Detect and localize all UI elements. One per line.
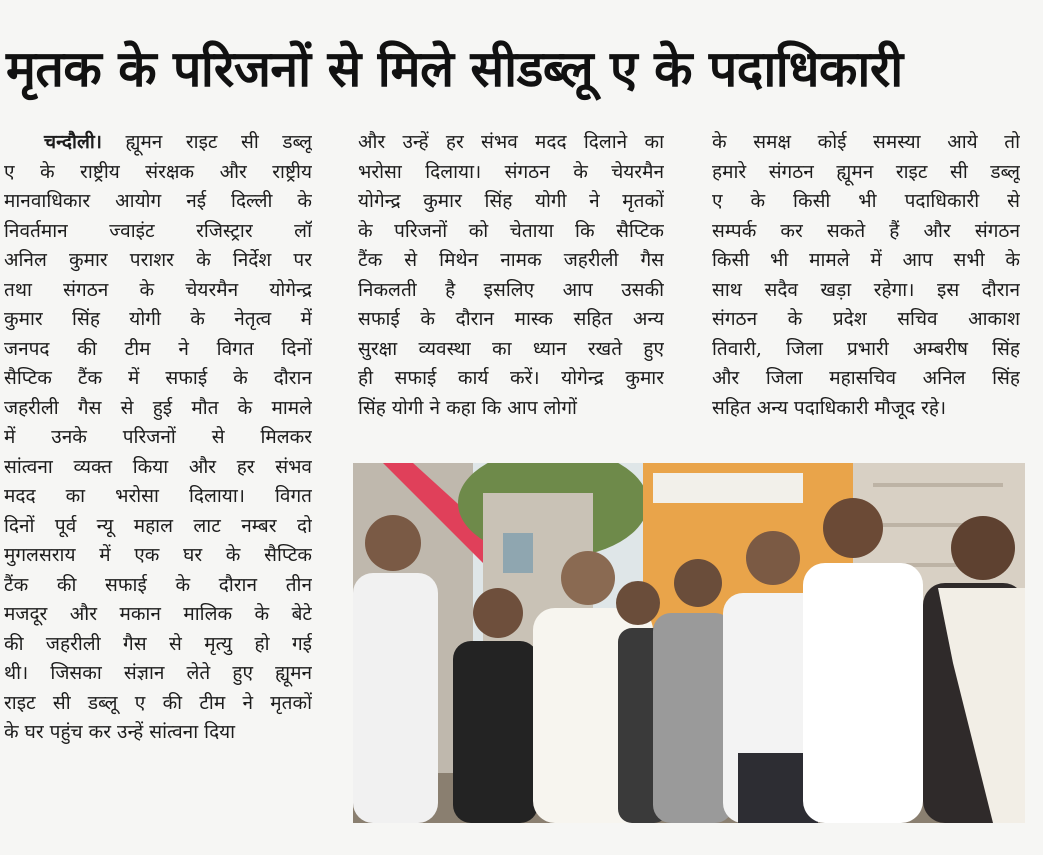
article-line: संगठन के प्रदेश सचिव आकाश (712, 308, 1020, 330)
article-line: की जहरीली गैस से मृत्यु हो गई (4, 632, 312, 655)
article-line: दिनों पूर्व न्यू महाल लाट नम्बर दो (4, 514, 312, 537)
article-line: मजदूर और मकान मालिक के बेटे (4, 603, 312, 625)
article-column-3 (712, 128, 1020, 423)
article-line: सहित अन्य पदाधिकारी मौजूद रहे। (712, 396, 947, 419)
next-article-fragment (20, 835, 320, 855)
article-line: हमारे संगठन ह्यूमन राइट सी डब्लू (712, 160, 1020, 183)
article-line: ए के किसी भी पदाधिकारी से (712, 190, 1020, 212)
article-column-2 (358, 128, 664, 423)
article-line: के समक्ष कोई समस्या आये तो (712, 131, 1020, 153)
article-line: के घर पहुंच कर उन्हें सांत्वना दिया (4, 721, 236, 743)
article-line: निवर्तमान ज्वाइंट रजिस्ट्रार लॉ (4, 219, 312, 242)
group-photo (353, 463, 1025, 823)
article-line: मदद का भरोसा दिलाया। विगत (4, 485, 312, 507)
article-line: टैंक से मिथेन नामक जहरीली गैस (358, 249, 664, 271)
article-line: सिंह योगी ने कहा कि आप लोगों (358, 396, 577, 419)
article-line: जहरीली गैस से हुई मौत के मामले (4, 396, 312, 419)
article-line: ही सफाई कार्य करें। योगेन्द्र कुमार (358, 367, 664, 389)
article-line (4, 128, 312, 158)
article-line: जनपद की टीम ने विगत दिनों (4, 337, 312, 360)
article-line: सम्पर्क कर सकते हैं और संगठन (712, 219, 1020, 242)
article-line-text: ह्यूमन राइट सी डब्लू (101, 131, 312, 153)
article-line: सफाई के दौरान मास्क सहित अन्य (358, 308, 664, 330)
article-line: ए के राष्ट्रीय संरक्षक और राष्ट्रीय (4, 160, 312, 183)
article-line: तिवारी, जिला प्रभारी अम्बरीष सिंह (712, 337, 1020, 360)
article-line: किसी भी मामले में आप सभी के (712, 249, 1020, 271)
headline: मृतक के परिजनों से मिले सीडब्लू ए के पदाधिकारी (6, 40, 903, 98)
article-line: सांत्वना व्यक्त किया और हर संभव (4, 455, 312, 478)
dateline: चन्दौली। (44, 131, 102, 153)
article-line: तथा संगठन के चेयरमैन योगेन्द्र (4, 278, 312, 301)
article-line: मानवाधिकार आयोग नई दिल्ली के (4, 190, 312, 212)
article-line: और जिला महासचिव अनिल सिंह (712, 367, 1020, 389)
article-line: थी। जिसका संज्ञान लेते हुए ह्यूमन (4, 662, 312, 684)
article-line: के परिजनों को चेताया कि सैप्टिक (358, 219, 664, 242)
article-column-1 (4, 128, 312, 748)
article-line: भरोसा दिलाया। संगठन के चेयरमैन (358, 160, 664, 183)
article-line: सैप्टिक टैंक में सफाई के दौरान (4, 367, 312, 389)
article-line: अनिल कुमार पराशर के निर्देश पर (4, 249, 312, 271)
article-line: और उन्हें हर संभव मदद दिलाने का (358, 131, 664, 153)
article-line: निकलती है इसलिए आप उसकी (358, 278, 664, 301)
article-line: कुमार सिंह योगी के नेतृत्व में (4, 308, 312, 330)
article-line: टैंक की सफाई के दौरान तीन (4, 573, 312, 596)
group-photo-image (353, 463, 1025, 823)
article-line: में उनके परिजनों से मिलकर (4, 426, 312, 448)
article-line: मुगलसराय में एक घर के सैप्टिक (4, 544, 312, 566)
article-line: सुरक्षा व्यवस्था का ध्यान रखते हुए (358, 337, 664, 360)
article-line: योगेन्द्र कुमार सिंह योगी ने मृतकों (358, 190, 664, 212)
article-line: साथ सदैव खड़ा रहेगा। इस दौरान (712, 278, 1020, 301)
article-line: राइट सी डब्लू ए की टीम ने मृतकों (4, 691, 312, 714)
